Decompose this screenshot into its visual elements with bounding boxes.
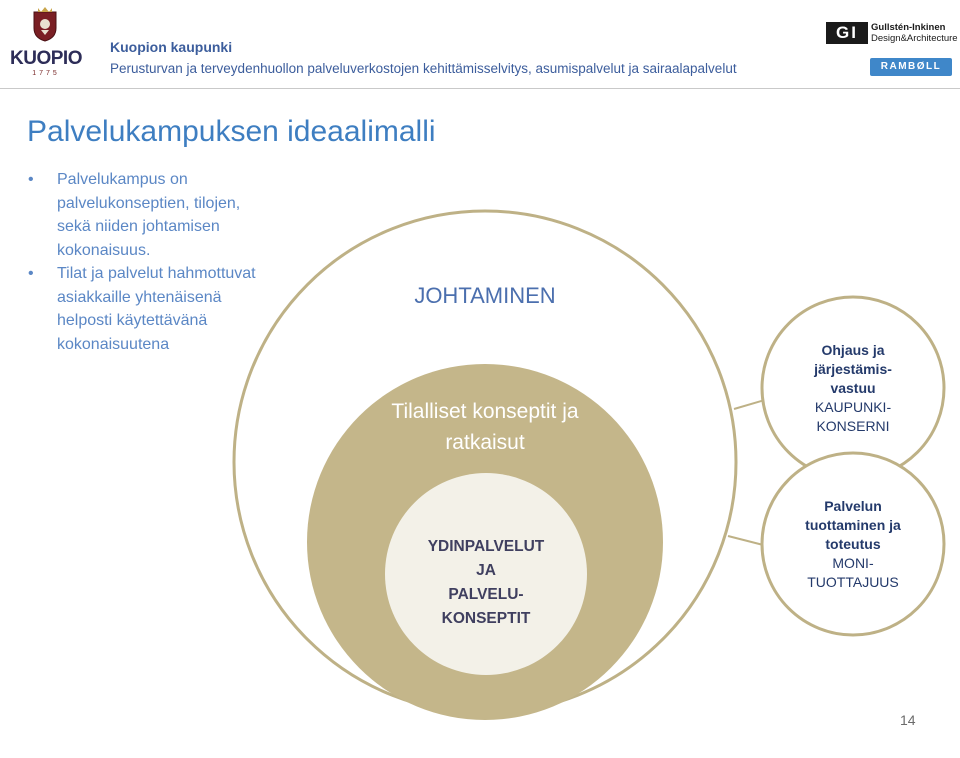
label-palvelun-normal: MONI- bbox=[832, 555, 874, 571]
label-palvelun bbox=[770, 497, 936, 592]
label-ohjaus bbox=[770, 341, 936, 436]
label-tilalliset bbox=[360, 396, 610, 458]
label-johtaminen: JOHTAMINEN bbox=[414, 283, 556, 308]
bullet-text: Tilat ja palvelut hahmottuvat asiakkaille yhtenäisenä helposti käytettävänä kokonaisuutena bbox=[57, 265, 256, 353]
label-ohjaus-normal: KONSERNI bbox=[816, 418, 890, 434]
label-palvelun-bold: Palvelun bbox=[824, 498, 882, 514]
page-title: Palvelukampuksen ideaalimalli bbox=[27, 115, 436, 148]
label-ydin-line: YDINPALVELUT bbox=[427, 538, 545, 555]
label-palvelun-bold: toteutus bbox=[825, 536, 881, 552]
bullet-dot-icon: • bbox=[28, 265, 34, 282]
label-ohjaus-bold: Ohjaus ja bbox=[821, 342, 885, 358]
gi-line1: Gullstén-Inkinen bbox=[871, 22, 946, 33]
bullet-text: Palvelukampus on palvelukonseptien, tilojen, sekä niiden johtamisen kokonaisuus. bbox=[57, 171, 241, 259]
label-ydin-line: KONSEPTIT bbox=[441, 610, 531, 627]
label-tilalliset-line: Tilalliset konseptit ja bbox=[391, 400, 579, 423]
ramboll-logo: RAMBØLL bbox=[870, 58, 952, 76]
header-subtitle: Perusturvan ja terveydenhuollon palveluverkostojen kehittämisselvitys, asumispalvelut ja sairaalapalvelut bbox=[110, 61, 737, 76]
label-ydin-line: JA bbox=[476, 562, 496, 579]
page-number: 14 bbox=[900, 712, 916, 728]
label-ydinpalvelut bbox=[405, 535, 567, 631]
label-ohjaus-normal: KAUPUNKI- bbox=[814, 399, 892, 415]
gi-line2: Design&Architecture bbox=[871, 33, 958, 44]
label-tilalliset-line: ratkaisut bbox=[445, 431, 525, 454]
label-ydin-line: PALVELU- bbox=[448, 586, 524, 603]
label-ohjaus-bold: järjestämis- bbox=[814, 361, 892, 377]
label-palvelun-normal: TUOTTAJUUS bbox=[807, 574, 899, 590]
label-ohjaus-bold: vastuu bbox=[830, 380, 876, 396]
label-palvelun-bold: tuottaminen ja bbox=[805, 517, 901, 533]
kuopio-logo-year: 1775 bbox=[32, 70, 60, 77]
bullet-dot-icon: • bbox=[28, 171, 34, 188]
header-org: Kuopion kaupunki bbox=[110, 39, 233, 55]
gi-mark: GI bbox=[826, 22, 868, 44]
kuopio-logo-name: KUOPIO bbox=[10, 48, 82, 69]
